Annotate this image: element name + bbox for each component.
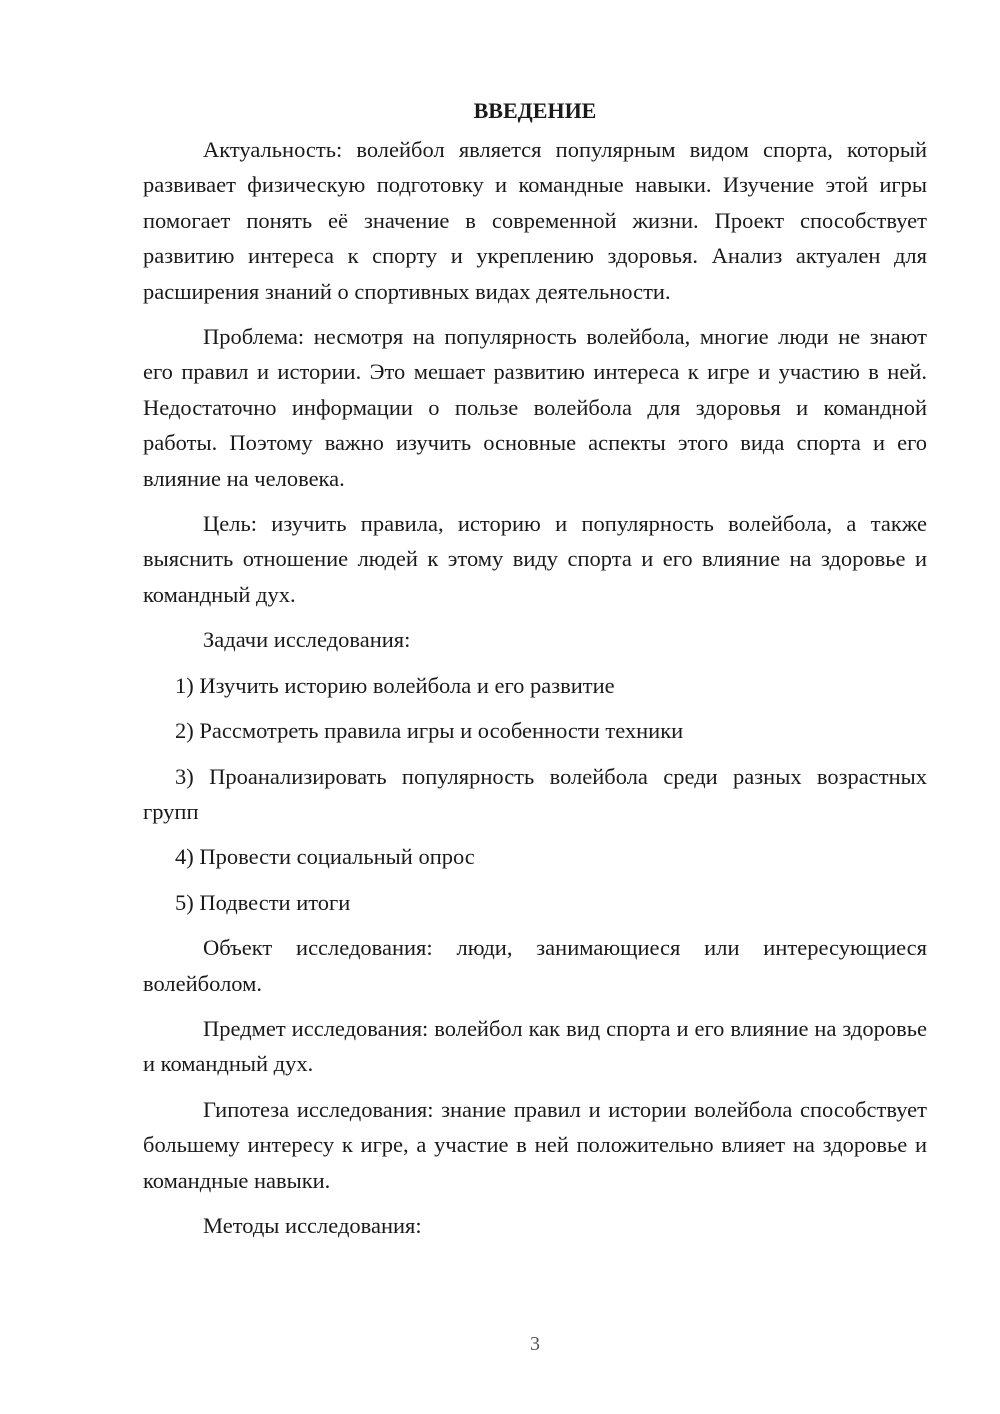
- section-title: ВВЕДЕНИЕ: [473, 98, 597, 123]
- paragraph-object: Объект исследования: люди, занимающиеся или интересующиеся волейболом.: [143, 935, 927, 996]
- paragraph-goal: Цель: изучить правила, историю и популярность волейбола, а также выяснить отношение людей к этому виду спорта и его влияние на здоровье и командный дух.: [143, 511, 927, 607]
- paragraph-subject: Предмет исследования: волейбол как вид спорта и его влияние на здоровье и командный дух.: [143, 1015, 927, 1077]
- paragraph-tasks-heading: Задачи исследования:: [203, 627, 411, 653]
- task-item-2: 2) Рассмотреть правила игры и особенности техники: [175, 718, 684, 744]
- paragraph-relevance: Актуальность: волейбол является популярным видом спорта, который развивает физическую подготовку и командные навыки. Изучение этой игры помогает понять её значение в современной жизни. Проект способствует развитию интереса к спорту и укреплению здоровья. Анализ актуален для расширения знаний о спортивных видах деятельности.: [143, 137, 927, 304]
- paragraph-hypothesis: Гипотеза исследования: знание правил и истории волейбола способствует большему интересу к игре, а участие в ней положительно влияет на здоровье и командные навыки.: [143, 1096, 927, 1193]
- paragraph-methods: Методы исследования:: [203, 1212, 422, 1238]
- paragraph-problem: Проблема: несмотря на популярность волейбола, многие люди не знают его правил и истории. Это мешает развитию интереса к игре и участию в ней. Недостаточно информации о пользе волейбола для здоровья и командной работы. Поэтому важно изучить основные аспекты этого вида спорта и его влияние на человека.: [143, 324, 927, 491]
- task-item-3: 3) Проанализировать популярность волейбола среди разных возрастных групп: [143, 763, 927, 824]
- task-item-1: 1) Изучить историю волейбола и его развитие: [175, 672, 615, 698]
- task-item-5: 5) Подвести итоги: [175, 889, 351, 915]
- task-item-4: 4) Провести социальный опрос: [175, 844, 475, 870]
- page-number: 3: [530, 1333, 540, 1355]
- document-page: [143, 90, 927, 1253]
